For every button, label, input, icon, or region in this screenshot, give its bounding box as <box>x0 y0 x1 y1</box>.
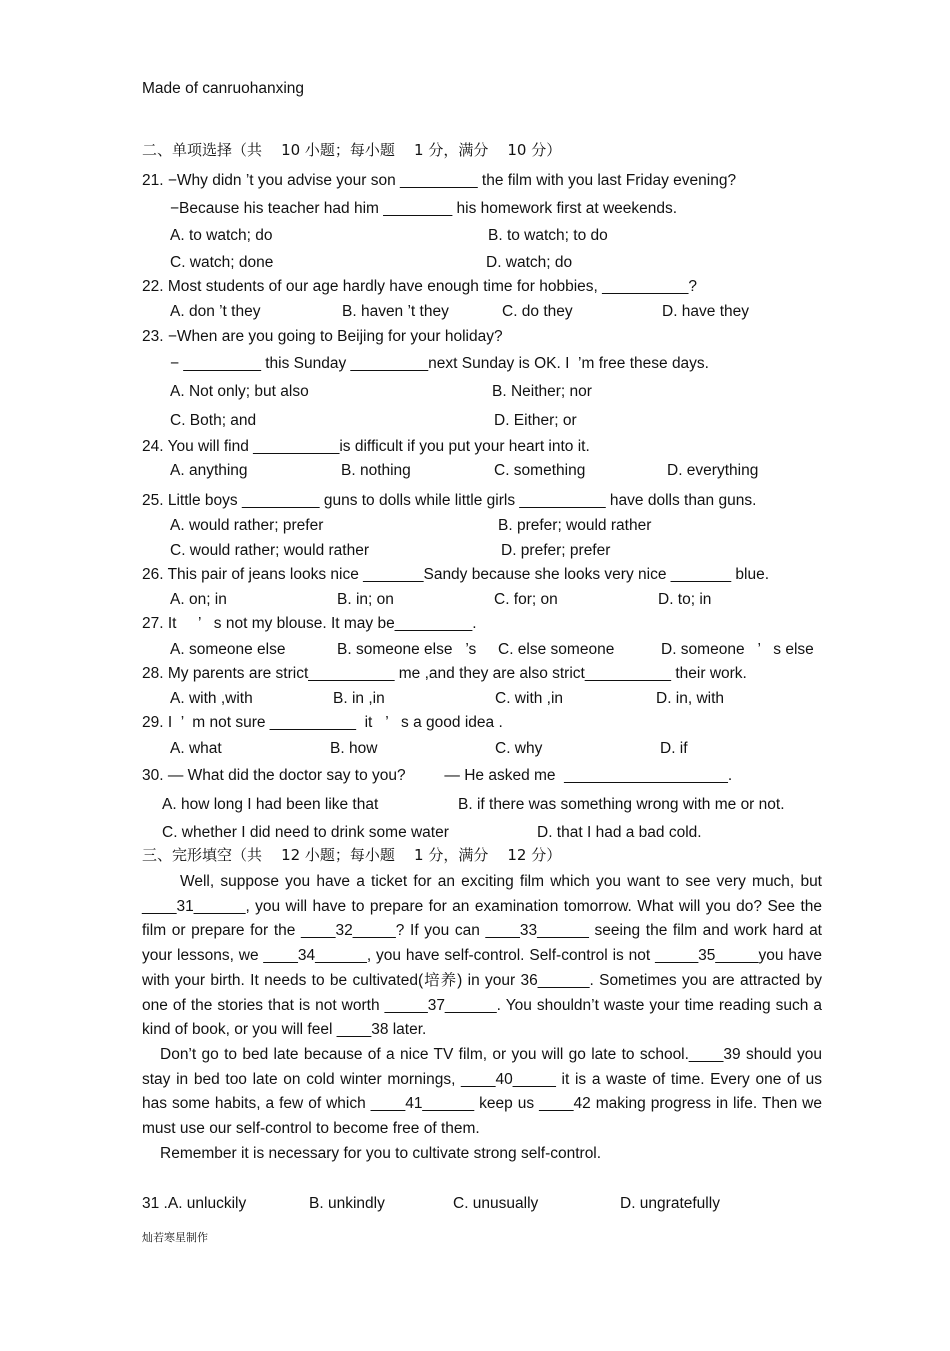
q29-option-a: A. what <box>170 740 222 757</box>
section-2-title: 二、单项选择（共 10 小题；每小题 1 分，满分 10 分） <box>142 141 562 159</box>
passage-paragraph-3: Remember it is necessary for you to cultivate strong self-control. <box>160 1144 602 1162</box>
q30-stem: 30. — What did the doctor say to you? — He asked me ___________________. <box>142 767 733 784</box>
cloze-passage <box>142 870 822 1166</box>
q22-option-a: A. don ’t they <box>170 303 261 320</box>
q21-option-b: B. to watch; to do <box>488 227 608 244</box>
passage-paragraph-2: Don’t go to bed late because of a nice TV film, or you will go late to school.____39 should you stay in bed too late on cold winter mornings, ____40_____ it is a waste of time. Every one of us has some habits, a few of which ____41______ keep us ____42 making progress in life. Then we must use our self-control to become free of them. <box>142 1045 822 1138</box>
q27-stem: 27. It ’ s not my blouse. It may be_________. <box>142 615 477 632</box>
q31-option-d: D. ungratefully <box>620 1195 720 1212</box>
q28-stem: 28. My parents are strict__________ me ,and they are also strict__________ their work. <box>142 665 747 682</box>
q28-option-a: A. with ,with <box>170 690 253 707</box>
q25-stem: 25. Little boys _________ guns to dolls while little girls __________ have dolls than guns. <box>142 492 757 509</box>
q25-option-c: C. would rather; would rather <box>170 542 370 559</box>
q25-option-a: A. would rather; prefer <box>170 517 324 534</box>
q27-option-b: B. someone else ’s <box>337 641 477 658</box>
q22-option-b: B. haven ’t they <box>342 303 449 320</box>
q23-stem-reply: − _________ this Sunday _________next Sunday is OK. I ’m free these days. <box>170 355 709 372</box>
q22-stem: 22. Most students of our age hardly have enough time for hobbies, __________? <box>142 278 697 295</box>
q26-option-c: C. for; on <box>494 591 558 608</box>
q26-option-d: D. to; in <box>658 591 712 608</box>
q23-option-a: A. Not only; but also <box>170 383 309 400</box>
q26-option-b: B. in; on <box>337 591 394 608</box>
q25-option-d: D. prefer; prefer <box>501 542 611 559</box>
page-footer: 灿若寒星制作 <box>142 1231 208 1244</box>
q27-option-d: D. someone ’ s else <box>661 641 814 658</box>
q22-option-d: D. have they <box>662 303 750 320</box>
q31-option-c: C. unusually <box>453 1195 539 1212</box>
q29-stem: 29. I ’ m not sure __________ it ’ s a good idea . <box>142 714 503 731</box>
q30-option-d: D. that I had a bad cold. <box>537 824 702 841</box>
q26-stem: 26. This pair of jeans looks nice _______Sandy because she looks very nice _______ blue. <box>142 566 770 583</box>
q23-option-d: D. Either; or <box>494 412 577 429</box>
q27-option-c: C. else someone <box>498 641 615 658</box>
q28-option-c: C. with ,in <box>495 690 564 707</box>
q21-option-d: D. watch; do <box>486 254 573 271</box>
q29-option-c: C. why <box>495 740 543 757</box>
section-3-title: 三、完形填空（共 12 小题；每小题 1 分，满分 12 分） <box>142 846 562 864</box>
q30-option-a: A. how long I had been like that <box>162 796 379 813</box>
q30-option-c: C. whether I did need to drink some water <box>162 824 449 841</box>
q28-option-b: B. in ,in <box>333 690 385 707</box>
q24-option-d: D. everything <box>667 462 759 479</box>
q24-stem: 24. You will find __________is difficult if you put your heart into it. <box>142 438 590 455</box>
q27-option-a: A. someone else <box>170 641 286 658</box>
q22-option-c: C. do they <box>502 303 573 320</box>
q21-stem: 21. −Why didn ’t you advise your son _________ the film with you last Friday evening? <box>142 172 737 189</box>
q30-option-b: B. if there was something wrong with me or not. <box>458 796 785 813</box>
q23-option-b: B. Neither; nor <box>492 383 592 400</box>
q25-option-b: B. prefer; would rather <box>498 517 652 534</box>
q21-option-c: C. watch; done <box>170 254 274 271</box>
q24-option-b: B. nothing <box>341 462 411 479</box>
q24-option-c: C. something <box>494 462 586 479</box>
page-header: Made of canruohanxing <box>142 80 305 97</box>
passage-paragraph-1: Well, suppose you have a ticket for an exciting film which you want to see very much, but ____31______, you will have to prepare for an examination tomorrow. What will you do? See the film or prepare for the ____32_____? If you can ____33______ seeing the film and work hard at your lessons, we ____34______, you have self-control. Self-control is not _____35_____you have with your birth. It needs to be cultivated(培养) in your 36______. Sometimes you are attracted by one of the stories that is not worth _____37______. You shouldn’t waste your time reading such a kind of book, or you will feel ____38 later. <box>142 873 822 1039</box>
q31-stem: 31 .A. unluckily <box>142 1195 247 1212</box>
q26-option-a: A. on; in <box>170 591 227 608</box>
q21-stem-reply: −Because his teacher had him ________ his homework first at weekends. <box>170 200 678 217</box>
q31-option-b: B. unkindly <box>309 1195 385 1212</box>
q23-option-c: C. Both; and <box>170 412 257 429</box>
q21-option-a: A. to watch; do <box>170 227 273 244</box>
q28-option-d: D. in, with <box>656 690 725 707</box>
q23-stem: 23. −When are you going to Beijing for your holiday? <box>142 328 503 345</box>
q29-option-d: D. if <box>660 740 688 757</box>
q29-option-b: B. how <box>330 740 378 757</box>
q24-option-a: A. anything <box>170 462 248 479</box>
